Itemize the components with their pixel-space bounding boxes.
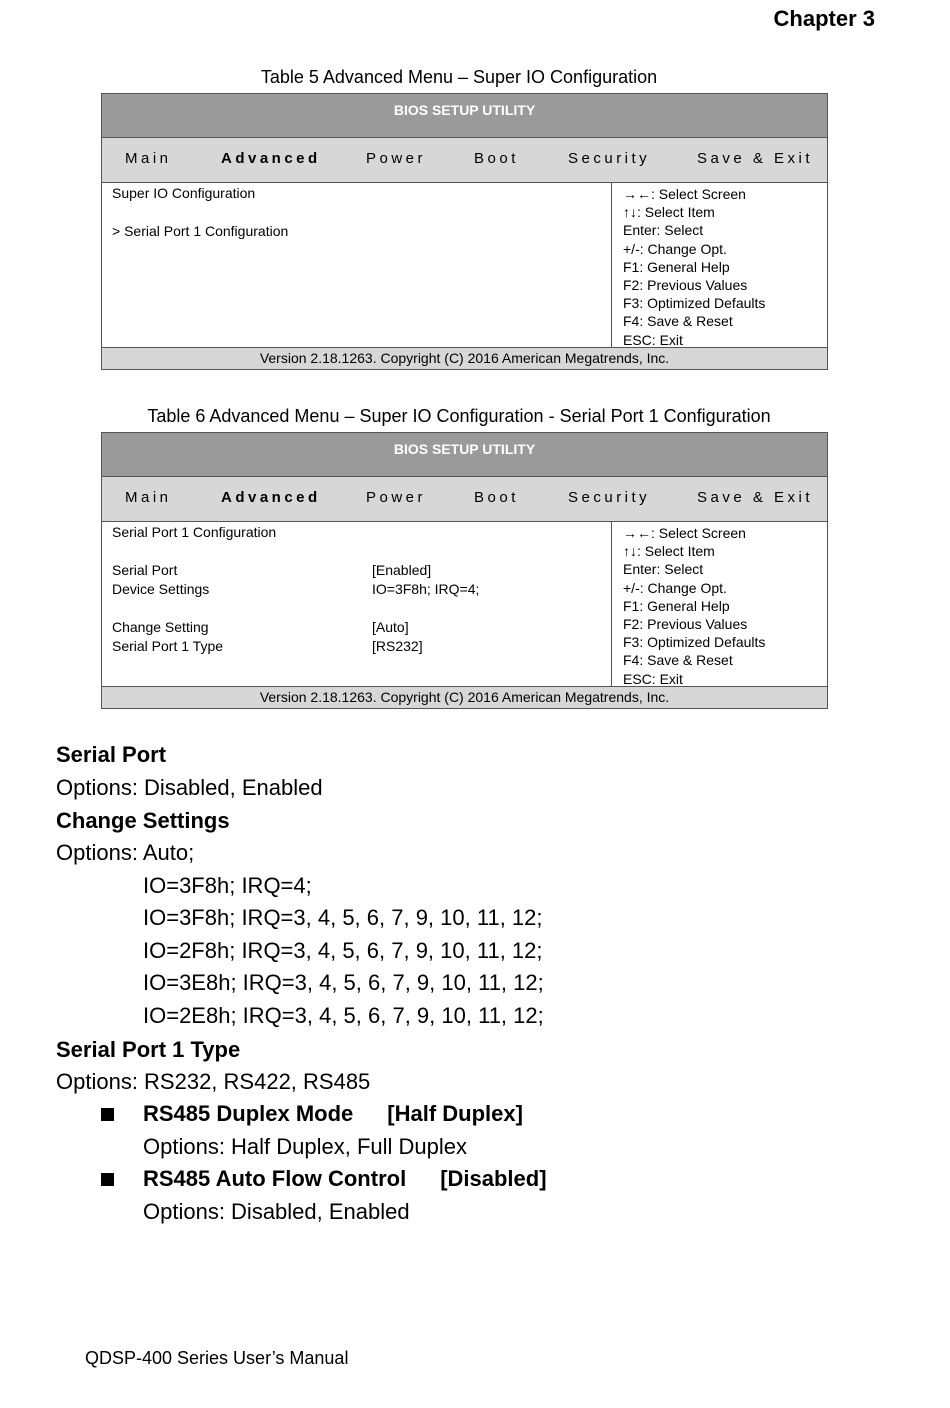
rs485-duplex-label: RS485 Duplex Mode bbox=[143, 1101, 354, 1126]
bios-title-bar: BIOS SETUP UTILITY bbox=[102, 94, 827, 138]
bios-body bbox=[102, 183, 827, 347]
change-settings-option: IO=2E8h; IRQ=3, 4, 5, 6, 7, 9, 10, 11, 12; bbox=[143, 1003, 544, 1028]
setting-label: Serial Port 1 Type bbox=[112, 638, 224, 654]
menu-security: Security bbox=[568, 150, 651, 167]
menu-save-exit: Save & Exit bbox=[697, 150, 814, 167]
menu-main: Main bbox=[125, 150, 172, 167]
help-line: F2: Previous Values bbox=[623, 277, 748, 294]
help-line: Enter: Select bbox=[623, 222, 704, 239]
rs485-flow-value: [Disabled] bbox=[440, 1166, 547, 1191]
bios-table-serial-port bbox=[101, 432, 828, 709]
setting-value: [Enabled] bbox=[372, 562, 432, 578]
table5-caption: Table 5 Advanced Menu – Super IO Configuration bbox=[260, 67, 658, 87]
table6-caption: Table 6 Advanced Menu – Super IO Configuration - Serial Port 1 Configuration bbox=[147, 406, 771, 426]
serial-type-options: Options: RS232, RS422, RS485 bbox=[56, 1069, 371, 1094]
menu-boot: Boot bbox=[474, 150, 519, 167]
menu-save-exit: Save & Exit bbox=[697, 489, 814, 506]
setting-value: [RS232] bbox=[372, 638, 423, 654]
menu-power: Power bbox=[366, 150, 427, 167]
bios-left-pane bbox=[102, 522, 612, 686]
bios-body bbox=[102, 522, 827, 686]
menu-security: Security bbox=[568, 489, 651, 506]
chapter-heading: Chapter 3 bbox=[773, 6, 875, 31]
help-line: F4: Save & Reset bbox=[623, 652, 733, 669]
menu-advanced: Advanced bbox=[221, 489, 321, 506]
help-line: +/-: Change Opt. bbox=[623, 579, 727, 596]
help-line: ↑↓: Select Item bbox=[623, 543, 715, 560]
help-line: →←: Select Screen bbox=[623, 186, 746, 202]
pane-heading: Serial Port 1 Configuration bbox=[112, 524, 277, 540]
help-line: ↑↓: Select Item bbox=[623, 204, 715, 221]
help-line: ESC: Exit bbox=[623, 670, 683, 687]
help-line: ESC: Exit bbox=[623, 331, 683, 348]
setting-value: IO=3F8h; IRQ=4; bbox=[372, 581, 480, 597]
rs485-flow-label: RS485 Auto Flow Control bbox=[143, 1166, 407, 1191]
change-settings-options: Options: Auto; bbox=[56, 840, 195, 865]
setting-value: [Auto] bbox=[372, 619, 409, 635]
rs485-duplex-options: Options: Half Duplex, Full Duplex bbox=[143, 1134, 468, 1159]
change-settings-option: IO=3F8h; IRQ=3, 4, 5, 6, 7, 9, 10, 11, 12; bbox=[143, 905, 543, 930]
bios-menu-bar bbox=[102, 138, 827, 183]
menu-main: Main bbox=[125, 489, 172, 506]
menu-advanced: Advanced bbox=[221, 150, 321, 167]
menu-power: Power bbox=[366, 489, 427, 506]
serial-type-heading: Serial Port 1 Type bbox=[56, 1037, 241, 1062]
bios-left-pane bbox=[102, 183, 612, 347]
rs485-flow-options: Options: Disabled, Enabled bbox=[143, 1199, 410, 1224]
menu-boot: Boot bbox=[474, 489, 519, 506]
bullet-square-icon bbox=[101, 1173, 114, 1186]
help-line: F2: Previous Values bbox=[623, 616, 748, 633]
serial-port-options: Options: Disabled, Enabled bbox=[56, 775, 323, 800]
bios-footer: Version 2.18.1263. Copyright (C) 2016 American Megatrends, Inc. bbox=[102, 347, 827, 369]
setting-label: Device Settings bbox=[112, 581, 210, 597]
help-panel bbox=[623, 524, 765, 688]
serial-port-heading: Serial Port bbox=[56, 742, 167, 767]
help-panel bbox=[623, 185, 765, 349]
manual-footer: QDSP-400 Series User’s Manual bbox=[85, 1348, 349, 1368]
rs485-flow-item bbox=[143, 1166, 547, 1192]
change-settings-option: IO=3F8h; IRQ=4; bbox=[143, 873, 312, 898]
bios-menu-bar bbox=[102, 477, 827, 522]
rs485-duplex-value: [Half Duplex] bbox=[387, 1101, 523, 1126]
bios-title-bar: BIOS SETUP UTILITY bbox=[102, 433, 827, 477]
help-line: F1: General Help bbox=[623, 597, 730, 614]
help-line: Enter: Select bbox=[623, 561, 704, 578]
pane-heading: Super IO Configuration bbox=[112, 185, 256, 201]
bullet-square-icon bbox=[101, 1108, 114, 1121]
setting-label: Serial Port bbox=[112, 562, 178, 578]
change-settings-option: IO=2F8h; IRQ=3, 4, 5, 6, 7, 9, 10, 11, 12; bbox=[143, 938, 543, 963]
change-settings-option: IO=3E8h; IRQ=3, 4, 5, 6, 7, 9, 10, 11, 12; bbox=[143, 970, 544, 995]
change-settings-heading: Change Settings bbox=[56, 808, 230, 833]
setting-label: Change Setting bbox=[112, 619, 209, 635]
rs485-duplex-item bbox=[143, 1101, 523, 1127]
help-line: F3: Optimized Defaults bbox=[623, 295, 766, 312]
help-line: →←: Select Screen bbox=[623, 525, 746, 541]
help-line: F3: Optimized Defaults bbox=[623, 634, 766, 651]
help-line: F4: Save & Reset bbox=[623, 313, 733, 330]
menu-item-serial-port-1: > Serial Port 1 Configuration bbox=[112, 223, 289, 239]
help-line: +/-: Change Opt. bbox=[623, 240, 727, 257]
help-line: F1: General Help bbox=[623, 258, 730, 275]
bios-table-super-io bbox=[101, 93, 828, 370]
bios-footer: Version 2.18.1263. Copyright (C) 2016 American Megatrends, Inc. bbox=[102, 686, 827, 708]
